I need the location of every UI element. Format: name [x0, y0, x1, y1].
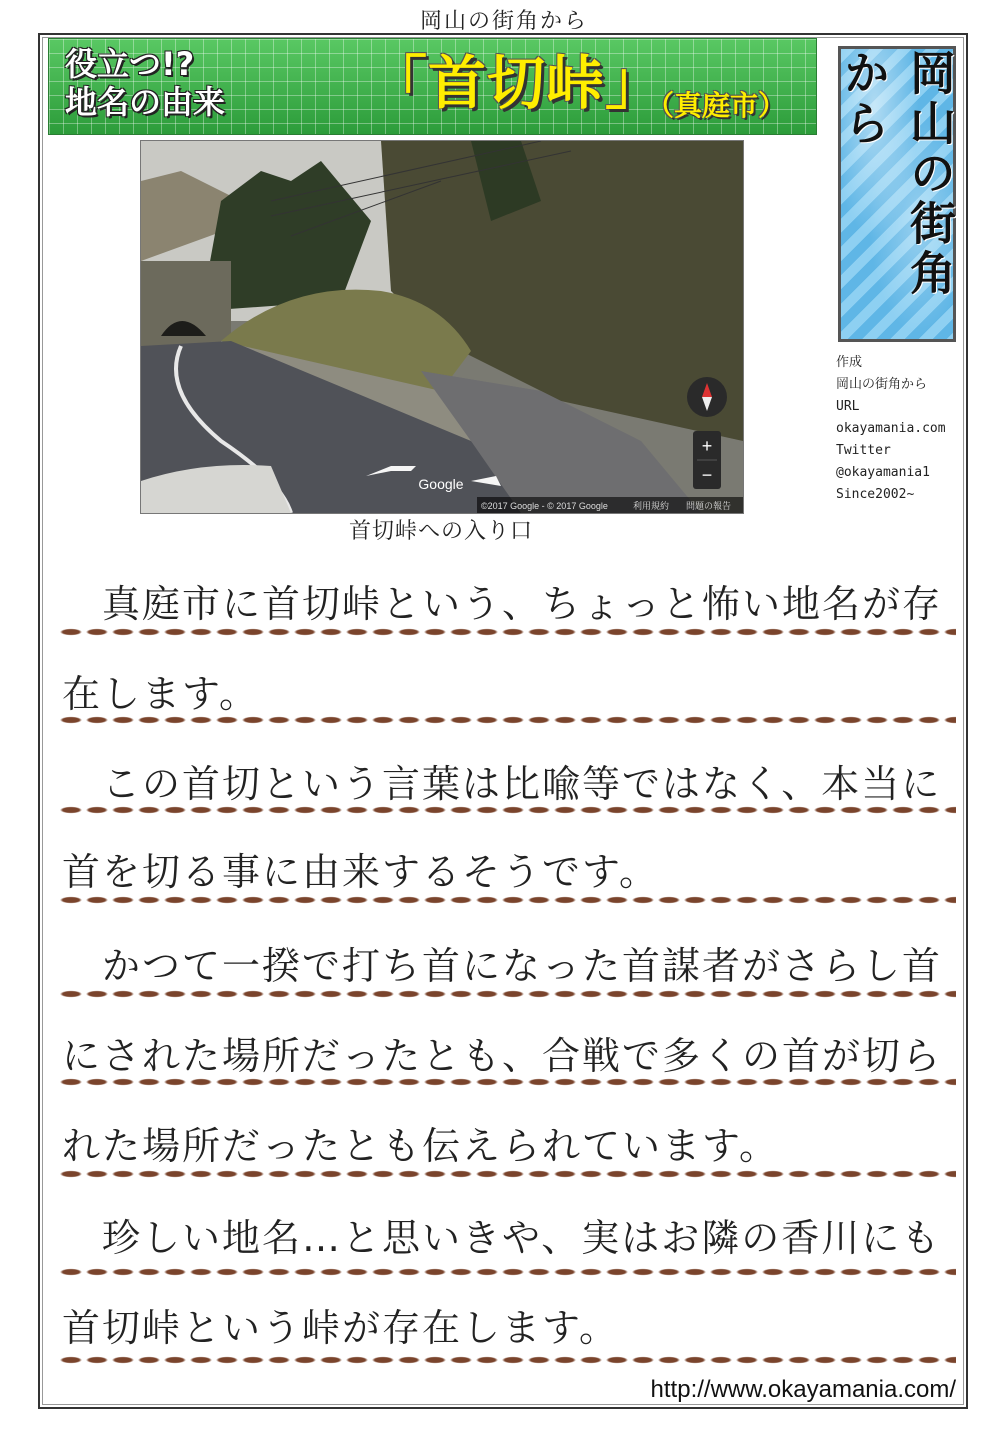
since-text: Since2002~ — [836, 487, 915, 502]
underline-rule — [58, 1356, 956, 1364]
twitter-handle[interactable]: @okayamania1 — [836, 465, 930, 480]
banner-subtitle — [65, 45, 225, 121]
banner-city: （真庭市） — [646, 89, 787, 122]
banner-title: 「首切峠」 — [369, 49, 665, 117]
street-view-photo — [140, 140, 744, 514]
underline-rule — [58, 806, 956, 814]
photo-caption: 首切峠への入り口 — [348, 519, 533, 544]
url-label: URL — [836, 399, 860, 414]
google-logo: Google — [418, 476, 464, 492]
zoom-in-button[interactable]: + — [701, 436, 713, 456]
body-line: この首切という言葉は比喩等ではなく、本当に — [62, 762, 942, 806]
body-line: れた場所だったとも伝えられています。 — [62, 1124, 779, 1168]
body-line: 在します。 — [62, 672, 259, 716]
footer-url[interactable]: http://www.okayamania.com/ — [650, 1376, 956, 1403]
header-banner — [48, 38, 817, 135]
body-line: 真庭市に首切峠という、ちょっと怖い地名が存 — [62, 582, 943, 626]
banner-subtitle-line1: 役立つ!? — [65, 45, 195, 83]
tunnel-wall — [141, 261, 231, 351]
info-block — [836, 352, 964, 506]
banner-subtitle-line2: 地名の由来 — [65, 83, 226, 121]
underline-rule — [58, 990, 956, 998]
underline-rule — [58, 716, 956, 724]
street-view-scene — [141, 141, 743, 513]
underline-rule — [58, 1170, 956, 1178]
site-url[interactable]: okayamania.com — [836, 421, 946, 436]
underline-rule — [58, 896, 956, 904]
side-logo-text: 岡山の街角から — [837, 49, 957, 299]
body-line: かつて一揆で打ち首になった首謀者がさらし首 — [62, 944, 943, 988]
compass-icon[interactable] — [687, 377, 727, 417]
twitter-label: Twitter — [836, 443, 891, 458]
made-by-label: 作成 — [836, 355, 863, 370]
zoom-out-button[interactable]: − — [701, 465, 713, 485]
body-line: 首を切る事に由来するそうです。 — [62, 850, 659, 894]
report-link[interactable]: 問題の報告 — [686, 502, 732, 512]
side-logo — [838, 46, 956, 342]
underline-rule — [58, 628, 956, 636]
terms-link[interactable]: 利用規約 — [633, 502, 670, 512]
copyright-text: ©2017 Google - © 2017 Google — [481, 501, 608, 511]
body-line: 首切峠という峠が存在します。 — [62, 1306, 619, 1350]
made-by: 岡山の街角から — [836, 377, 928, 392]
body-line: にされた場所だったとも、合戦で多くの首が切ら — [62, 1034, 943, 1078]
body-line: 珍しい地名…と思いきや、実はお隣の香川にも — [62, 1216, 942, 1260]
site-caption: 岡山の街角から — [419, 9, 588, 34]
underline-rule — [58, 1268, 956, 1276]
underline-rule — [58, 1078, 956, 1086]
